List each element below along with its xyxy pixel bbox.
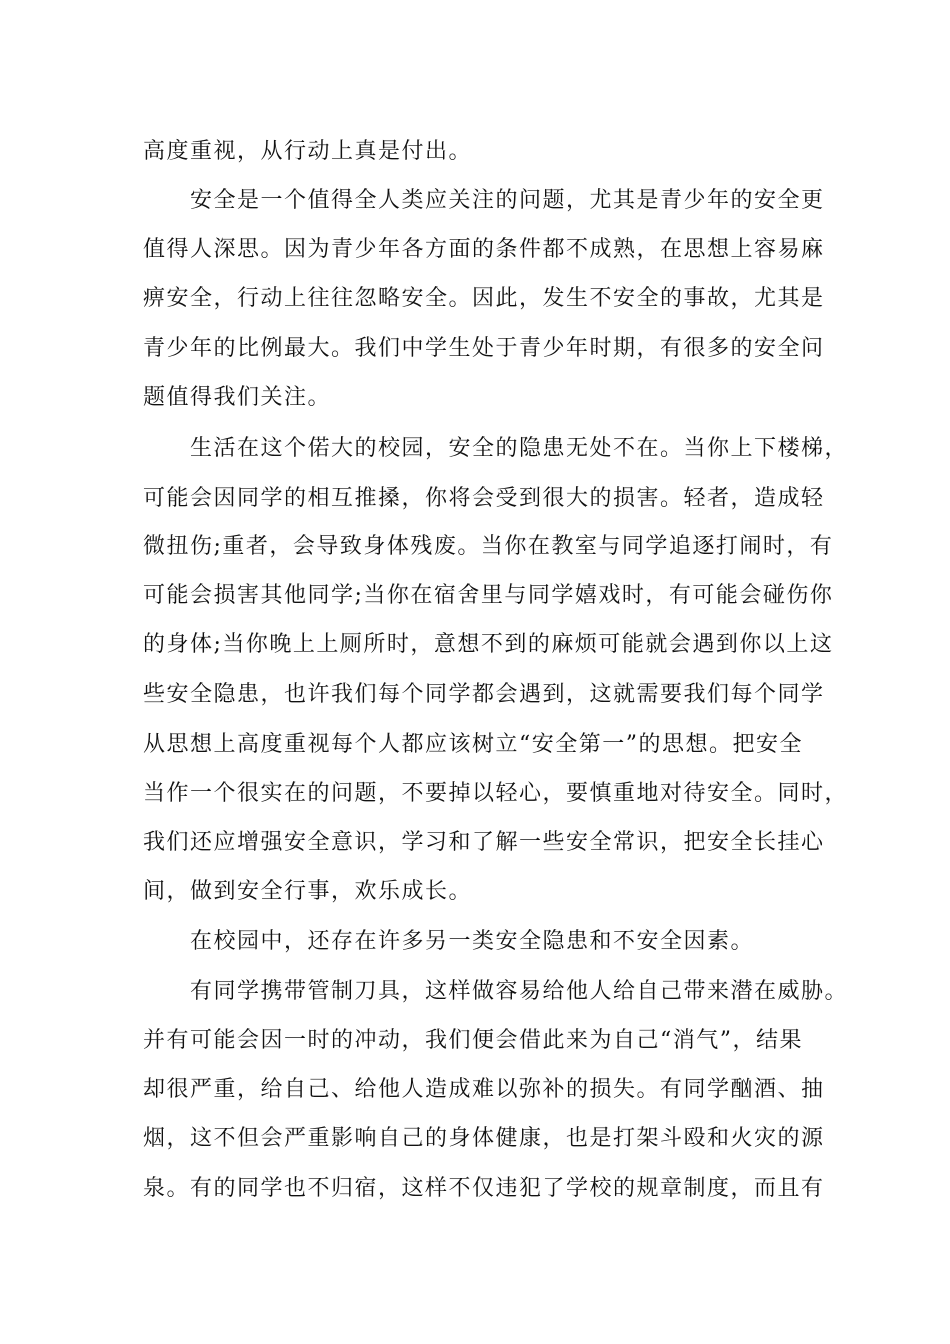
paragraph-start-line: 生活在这个偌大的校园，安全的隐患无处不在。当你上下楼梯， (190, 436, 849, 461)
text-line: 我们还应增强安全意识，学习和了解一些安全常识，把安全长挂心 (143, 830, 825, 855)
text-line: 青少年的比例最大。我们中学生处于青少年时期，有很多的安全问 (143, 336, 825, 361)
text-line: 值得人深思。因为青少年各方面的条件都不成熟，在思想上容易麻 (143, 237, 825, 262)
paragraph-start-line: 有同学携带管制刀具，这样做容易给他人给自己带来潜在威胁。 (190, 979, 849, 1004)
text-line: 可能会损害其他同学;当你在宿舍里与同学嬉戏时，有可能会碰伤你 (143, 583, 834, 608)
text-line: 并有可能会因一时的冲动，我们便会借此来为自己“消气”，结果 (143, 1028, 803, 1053)
text-line: 题值得我们关注。 (143, 385, 332, 410)
text-line: 可能会因同学的相互推搡，你将会受到很大的损害。轻者，造成轻 (143, 486, 825, 511)
text-line: 些安全隐患，也许我们每个同学都会遇到，这就需要我们每个同学 (143, 682, 825, 707)
text-line: 泉。有的同学也不归宿，这样不仅违犯了学校的规章制度，而且有 (143, 1176, 825, 1201)
paragraph-start-line: 安全是一个值得全人类应关注的问题，尤其是青少年的安全更 (190, 188, 825, 213)
text-line: 当作一个很实在的问题，不要掉以轻心，要慎重地对待安全。同时， (143, 781, 849, 806)
text-line: 间，做到安全行事，欢乐成长。 (143, 879, 473, 904)
text-line: 的身体;当你晚上上厕所时，意想不到的麻烦可能就会遇到你以上这 (143, 632, 834, 657)
text-line: 痹安全，行动上往往忽略安全。因此，发生不安全的事故，尤其是 (143, 286, 825, 311)
text-line: 微扭伤;重者，会导致身体残废。当你在教室与同学追逐打闹时，有 (143, 534, 834, 559)
text-line: 从思想上高度重视每个人都应该树立“安全第一”的思想。把安全 (143, 732, 803, 757)
text-line: 却很严重，给自己、给他人造成难以弥补的损失。有同学酗酒、抽 (143, 1077, 825, 1102)
text-line: 烟，这不但会严重影响自己的身体健康，也是打架斗殴和火灾的源 (143, 1126, 825, 1151)
paragraph-start-line: 在校园中，还存在许多另一类安全隐患和不安全因素。 (190, 929, 755, 954)
text-line: 高度重视，从行动上真是付出。 (143, 139, 473, 164)
